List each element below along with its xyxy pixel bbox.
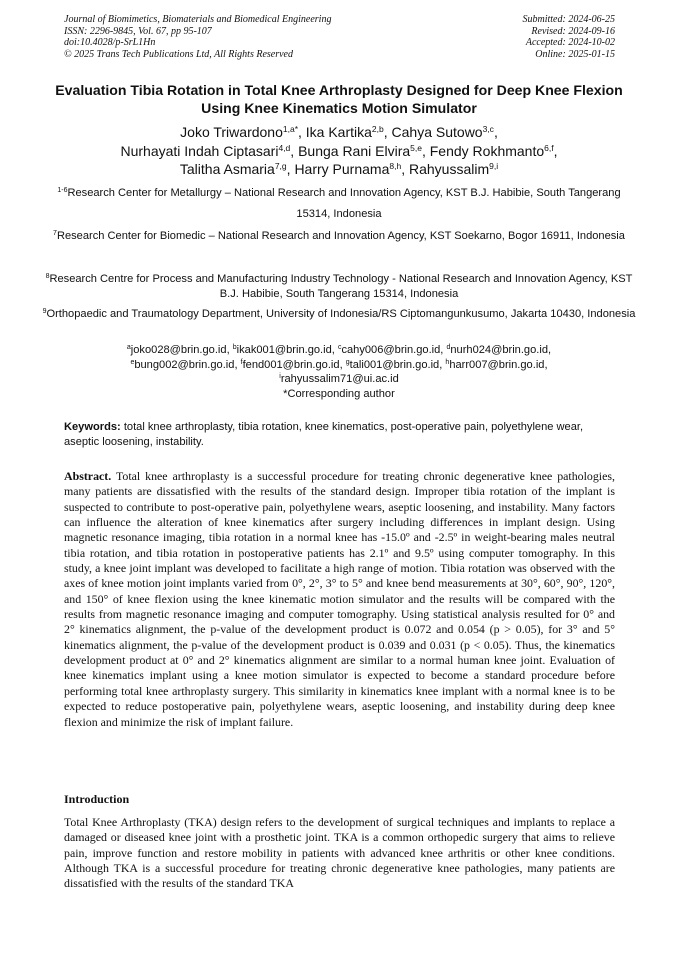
affiliation: $^{1-6}$Research Center for Metallurgy – National Research and Innovation Agency, KST B.J. Habibie, South Tangerang 15314, Indonesia <box>57 187 621 220</box>
email[interactable]: $^d$nurh024@brin.go.id <box>446 344 548 356</box>
journal-name: Journal of Biomimetics, Biomaterials and Biomedical Engineering <box>64 14 332 25</box>
author-list <box>40 123 638 179</box>
abstract <box>64 469 615 730</box>
author: Joko Triwardono$^{1,a*}$, <box>180 124 306 140</box>
author: Nurhayati Indah Ciptasari$^{4,d}$, <box>120 142 299 159</box>
email[interactable]: $^f$fend001@brin.go.id <box>240 358 340 371</box>
journal-copyright: © 2025 Trans Tech Publications Ltd, All Rights Reserved <box>64 48 293 60</box>
introduction-heading: Introduction <box>64 792 130 806</box>
affiliation: $^8$Research Centre for Process and Manufacturing Industry Technology - National Research and Innovation Agency, KST B.J. Habibie, South Tangerang 15314, Indonesia <box>45 273 633 300</box>
email-list: $^a$joko028@brin.go.id, $^b$ikak001@brin.go.id, $^c$cahy006@brin.go.id, $^d$nurh024@brin.go.id, $^e$bung002@brin.go.id, $^f$fend001@brin.go.id, $^g$tali001@brin.go.id, $^h$harr007@brin.go.id, $^i$rahyussalim71@ui.ac.id *Corresponding author <box>126 344 552 400</box>
author: Bunga Rani Elvira$^{5,e}$, <box>298 142 430 159</box>
author: Talitha Asmaria$^{7,g}$, <box>179 161 295 178</box>
keywords-text: total knee arthroplasty, tibia rotation, knee kinematics, post-operative pain, polyethylene wear, aseptic loosening, instability. <box>64 421 584 449</box>
author: Ika Kartika$^{2,b}$, <box>305 124 392 140</box>
date-revised: Revised: 2024-09-16 <box>531 25 615 37</box>
email[interactable]: $^i$rahyussalim71@ui.ac.id <box>279 373 399 385</box>
email[interactable]: $^h$harr007@brin.go.id <box>445 358 545 371</box>
keywords <box>64 420 615 451</box>
date-accepted: Accepted: 2024-10-02 <box>525 37 615 49</box>
corresponding-author-note: *Corresponding author <box>283 387 395 400</box>
author: Cahya Sutowo$^{3,c}$, <box>391 124 498 140</box>
affiliation: $^7$Research Center for Biomedic – National Research and Innovation Agency, KST Soekarno, Bogor 16911, Indonesia <box>53 230 625 242</box>
email[interactable]: $^c$cahy006@brin.go.id <box>337 344 441 356</box>
email[interactable]: $^g$tali001@brin.go.id <box>345 358 440 371</box>
abstract-text: Total knee arthroplasty is a successful procedure for treating chronic degenerative knee pathologies, many patients are dissatisfied with the results of the standard design. Improper tibia rotation of the implant is suspected to contribute to post-operative pain, polyethylene wears, aseptic loosening, and instability. Many factors can influence the alteration of knee kinematics after surgery including differences in implant design. Using magnetic resonance imaging, tibia rotation in a normal knee has -15.0º and -2.5º in weight-bearing males neutral tibia rotation, and tibia rotation in postoperative patients has 2.1º and 9.5º using computer tomography. In this study, a knee joint implant was developed to facilitate a high range of motion. Tibia rotation was observed with the axes of knee motion joint implants varied from 0°, 2°, 3° to 5° and knee bend measurements at 30°, 60°, 90°, 120°, and 150° of knee flexion using the knee kinematic motion simulator and the results will be compared with the results from magnetic resonance imaging and computer tomography. Using statistical analysis resulted for 0° and 2° kinematics alignment, the p-value of the development product is 0.072 and 0.054 (p > 0.05), for 3° and 5° kinematics alignment, the p-value of the development product is 0.039 and 0.031 (p < 0.05). Thus, the kinematics development product at 0° and 2° kinematics alignment are similar to a normal human knee joint. Evaluation of knee kinematics implant using a knee motion simulator is expected to become a standard procedure before performing total knee arthroplasty surgery. This similarity in kinematics knee implant with a normal knee is to be expected to reduce postoperative pain, polyethylene wears, aseptic loosening, and instability during deep knee flexion and minimize the risk of implant failure. <box>64 469 615 729</box>
affiliation: $^9$Orthopaedic and Traumatology Department, University of Indonesia/RS Ciptomangunkusumo, Jakarta 10430, Indonesia <box>42 308 636 320</box>
author: Rahyussalim$^{9,i}$ <box>408 161 499 178</box>
author: Fendy Rokhmanto$^{6,f}$, <box>429 142 558 159</box>
journal-issn: ISSN: 2296-9845, Vol. 67, pp 95-107 <box>64 25 212 37</box>
date-submitted: Submitted: 2024-06-25 <box>522 14 615 25</box>
email[interactable]: $^b$ikak001@brin.go.id <box>232 344 332 356</box>
journal-doi[interactable]: doi:10.4028/p-SrL1Hn <box>64 37 156 49</box>
email[interactable]: $^e$bung002@brin.go.id <box>130 358 235 371</box>
introduction-text: Total Knee Arthroplasty (TKA) design refers to the development of surgical techniques and implants to replace a damaged or diseased knee joint with a prosthetic joint. TKA is a common orthopedic surgery that aims to relieve pain, improve function and restore mobility in patients with advanced knee arthritis or other knee conditions. Although TKA is a successful procedure for treating chronic degenerative knee pathologies, many patients are dissatisfied with the results of the standard TKA <box>64 815 615 891</box>
paper-title: Evaluation Tibia Rotation in Total Knee Arthroplasty Designed for Deep Knee Flexion Using Knee Kinematics Motion Simulator <box>55 82 623 116</box>
author: Harry Purnama$^{8,h}$, <box>294 161 409 178</box>
email[interactable]: $^a$joko028@brin.go.id <box>126 344 227 356</box>
keywords-label: Keywords: <box>64 421 121 433</box>
publication-dates <box>523 14 616 60</box>
abstract-label: Abstract. <box>64 469 112 483</box>
journal-info <box>64 14 331 60</box>
date-online: Online: 2025-01-15 <box>535 48 615 60</box>
